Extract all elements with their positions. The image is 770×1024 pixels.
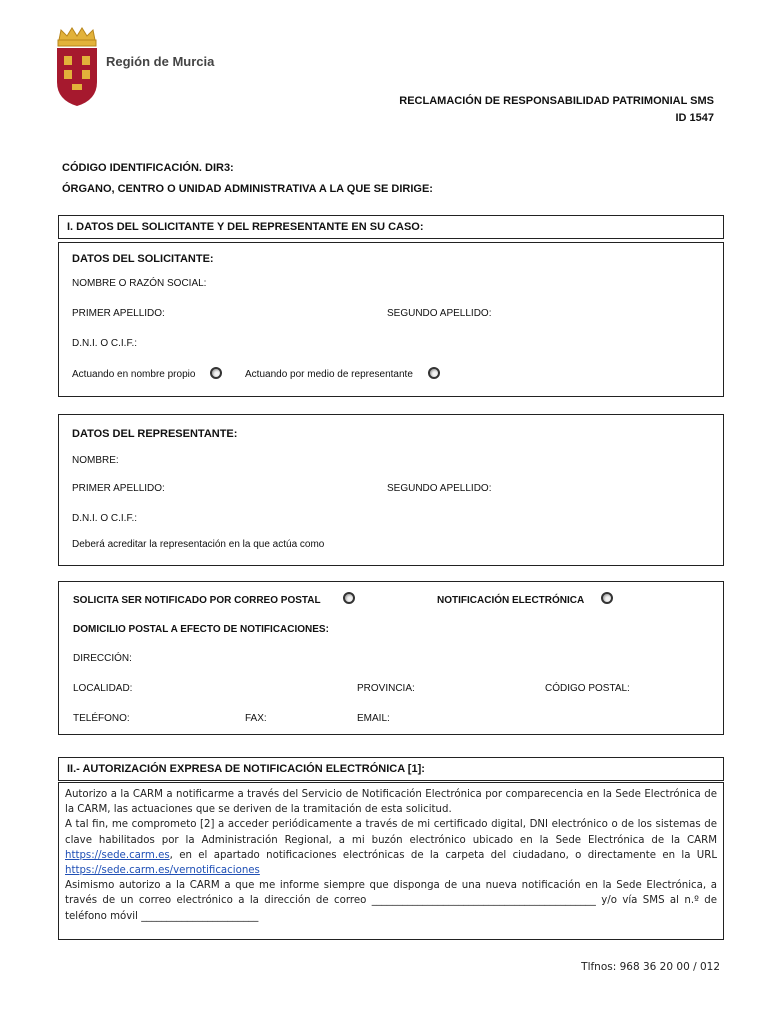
authorization-paragraph-1: Autorizo a la CARM a notificarme a través del Servicio de Notificación Electrónica por comparecencia en la Sede Electrónica de la CARM, las actuaciones que se deriven de la tramitación de esta solicitud. bbox=[65, 789, 717, 816]
representative-note: Deberá acreditar la representación en la que actúa como bbox=[72, 539, 325, 550]
postal-address-title: DOMICILIO POSTAL A EFECTO DE NOTIFICACIONES: bbox=[73, 624, 329, 635]
provincia-label: PROVINCIA: bbox=[357, 683, 415, 694]
dir3-label: CÓDIGO IDENTIFICACIÓN. DIR3: bbox=[62, 162, 234, 174]
sede-link[interactable]: https://sede.carm.es bbox=[65, 849, 170, 861]
applicant-dni-label: D.N.I. O C.I.F.: bbox=[72, 338, 138, 349]
own-name-label: Actuando en nombre propio bbox=[72, 369, 196, 380]
org-name: Región de Murcia bbox=[106, 54, 215, 69]
telefono-label: TELÉFONO: bbox=[73, 713, 130, 724]
representative-dni-label: D.N.I. O C.I.F.: bbox=[72, 513, 138, 524]
applicant-surname1-label: PRIMER APELLIDO: bbox=[72, 308, 165, 319]
own-name-radio[interactable] bbox=[210, 367, 222, 379]
postal-code-label: CÓDIGO POSTAL: bbox=[545, 683, 630, 694]
postal-notification-label: SOLICITA SER NOTIFICADO POR CORREO POSTAL bbox=[73, 595, 321, 606]
section2-header bbox=[58, 757, 724, 781]
email-label: EMAIL: bbox=[357, 713, 390, 724]
electronic-notification-radio[interactable] bbox=[601, 592, 613, 604]
representative-name-label: NOMBRE: bbox=[72, 455, 119, 466]
organ-label: ÓRGANO, CENTRO O UNIDAD ADMINISTRATIVA A LA QUE SE DIRIGE: bbox=[62, 183, 433, 195]
vernotificaciones-link[interactable]: https://sede.carm.es/vernotificaciones bbox=[65, 865, 260, 877]
localidad-label: LOCALIDAD: bbox=[73, 683, 133, 694]
applicant-box bbox=[58, 242, 724, 397]
applicant-name-label: NOMBRE O RAZÓN SOCIAL: bbox=[72, 278, 207, 289]
representative-surname1-label: PRIMER APELLIDO: bbox=[72, 483, 165, 494]
representative-box bbox=[58, 414, 724, 566]
authorization-paragraph-3: Asimismo autorizo a la CARM a que me informe siempre que disponga de una nueva notificación en la Sede Electrónica, a través de un correo electrónico a la dirección de correo ____________________________________________ y/o vía SMS al n.º de teléfono móvil _______________________ bbox=[65, 880, 717, 922]
postal-notification-radio[interactable] bbox=[343, 592, 355, 604]
document-id: ID 1547 bbox=[675, 112, 714, 124]
region-murcia-logo bbox=[52, 26, 232, 110]
by-representative-label: Actuando por medio de representante bbox=[245, 369, 413, 380]
coat-of-arms-icon bbox=[52, 26, 102, 110]
applicant-surname2-label: SEGUNDO APELLIDO: bbox=[387, 308, 492, 319]
footer-phones: Tlfnos: 968 36 20 00 / 012 bbox=[581, 961, 720, 973]
authorization-p2-text-b: , en el apartado notificaciones electrónicas de la carpeta del ciudadano, o directamente en la URL bbox=[169, 849, 717, 861]
representative-surname2-label: SEGUNDO APELLIDO: bbox=[387, 483, 492, 494]
section1-header bbox=[58, 215, 724, 239]
by-representative-radio[interactable] bbox=[428, 367, 440, 379]
authorization-box bbox=[58, 782, 724, 940]
document-title: RECLAMACIÓN DE RESPONSABILIDAD PATRIMONIAL SMS bbox=[399, 95, 714, 107]
direccion-label: DIRECCIÓN: bbox=[73, 653, 132, 664]
notification-box bbox=[58, 581, 724, 735]
fax-label: FAX: bbox=[245, 713, 267, 724]
authorization-paragraph-2 bbox=[65, 817, 717, 878]
authorization-p2-text-a: A tal fin, me comprometo [2] a acceder periódicamente a través de mi certificado digital, DNI electrónico o de los sistemas de clave habilitados por la Administración Regional, a mi buzón electrónico ubicado en la Sede Electrónica de la CARM bbox=[65, 819, 717, 846]
section2-title: II.- AUTORIZACIÓN EXPRESA DE NOTIFICACIÓN ELECTRÓNICA [1]: bbox=[67, 763, 425, 775]
electronic-notification-label: NOTIFICACIÓN ELECTRÓNICA bbox=[437, 595, 585, 606]
section1-title: I. DATOS DEL SOLICITANTE Y DEL REPRESENTANTE EN SU CASO: bbox=[67, 221, 424, 233]
representative-title: DATOS DEL REPRESENTANTE: bbox=[72, 428, 238, 440]
applicant-title: DATOS DEL SOLICITANTE: bbox=[72, 253, 214, 265]
